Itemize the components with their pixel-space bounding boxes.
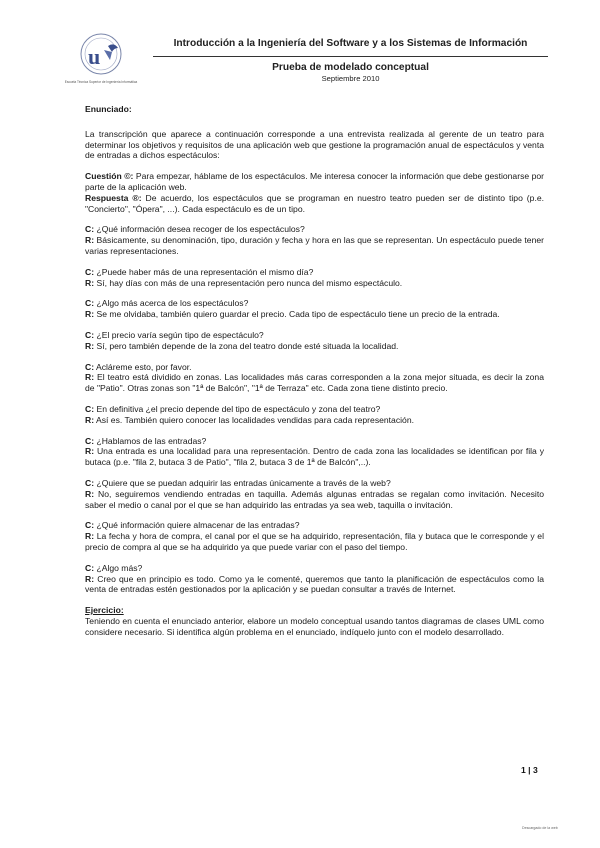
answer-label: R:	[85, 340, 95, 351]
question	[85, 563, 544, 574]
answer-text: Sí, hay días con más de una representación pero nunca del mismo espectáculo.	[94, 277, 403, 288]
answer-label: R:	[85, 446, 95, 457]
answer-label: R:	[85, 235, 95, 246]
exercise-text: Teniendo en cuenta el enunciado anterior, elabore un modelo conceptual usando tantos diagramas de clases UML como considere necesario. Si identifica algún problema en el enunciado, indíquelo junto con el modelo desarrollado.	[85, 615, 544, 637]
answer-label: R:	[85, 488, 95, 499]
header-titles	[153, 26, 548, 82]
answer	[85, 193, 544, 215]
section-title: Enunciado:	[85, 104, 132, 114]
answer	[85, 278, 544, 289]
answer	[85, 415, 544, 426]
intro-paragraph: La transcripción que aparece a continuación corresponde a una entrevista realizada al gerente de un teatro para determinar los objetivos y requisitos de una aplicación web que gestione la programación anual de espectáculos y venta de entradas a dichos espectáculos:	[85, 128, 544, 161]
interview-item	[85, 362, 544, 394]
question-label: C:	[85, 266, 95, 277]
interview-item	[85, 267, 544, 289]
answer	[85, 574, 544, 596]
answer	[85, 489, 544, 511]
answer-text: El teatro está dividido en zonas. Las localidades más caras corresponden a la zona mejor situada, es decir la zona de "Patio". Otras zonas son "1ª de Balcón", "1ª de Terraza" etc. Cada zona tiene distinto precio.	[85, 372, 544, 394]
question-label: C:	[85, 361, 95, 372]
answer	[85, 531, 544, 553]
answer-text: Una entrada es una localidad para una representación. Dentro de cada zona las localidades se identifican por fila y butaca (p.e. "fila 2, butaca 3 de Patio", "fila 2, butaca 3 de 1ª de Balcón",..).	[85, 446, 544, 468]
answer	[85, 235, 544, 257]
interview-list	[85, 171, 544, 595]
interview-item	[85, 520, 544, 552]
interview-item	[85, 171, 544, 214]
question	[85, 404, 544, 415]
question-label: C:	[85, 224, 95, 235]
question-label: C:	[85, 477, 95, 488]
question	[85, 267, 544, 278]
question	[85, 362, 544, 373]
page-number: 1 | 3	[521, 765, 538, 775]
answer	[85, 309, 544, 320]
answer-label: R:	[85, 309, 95, 320]
answer-text: Sí, pero también depende de la zona del teatro donde esté situada la localidad.	[94, 340, 399, 351]
document-date: Septiembre 2010	[321, 74, 380, 83]
question-label: C:	[85, 435, 95, 446]
question	[85, 298, 544, 309]
answer-text: Básicamente, su denominación, tipo, duración y fecha y hora en las que se representan. Un espectáculo puede tener varias representaciones.	[85, 235, 544, 256]
answer-text: De acuerdo, los espectáculos que se programan en nuestro teatro pueden ser de distinto tipo (p.e. "Concierto", "Ópera", ...). Cada espectáculo es de un tipo.	[85, 192, 544, 214]
question-text: ¿Algo más acerca de los espectáculos?	[94, 298, 249, 309]
question-label: Cuestión ©:	[85, 171, 134, 182]
question	[85, 330, 544, 341]
answer-text: Se me olvidaba, también quiero guardar el precio. Cada tipo de espectáculo tiene un precio de la entrada.	[94, 309, 500, 320]
answer-label: R:	[85, 573, 95, 584]
question-text: ¿Hablamos de las entradas?	[94, 435, 207, 446]
answer-label: R:	[85, 372, 95, 383]
question-label: C:	[85, 520, 95, 531]
svg-text:u: u	[88, 44, 101, 69]
question-text: ¿Puede haber más de una representación el mismo día?	[94, 266, 314, 277]
answer-label: R:	[85, 531, 95, 542]
interview-item	[85, 298, 544, 320]
interview-item	[85, 404, 544, 426]
exercise-title: Ejercicio:	[85, 605, 124, 616]
question	[85, 224, 544, 235]
answer	[85, 341, 544, 352]
question-text: Para empezar, háblame de los espectáculos. Me interesa conocer la información que debe gestionarse por parte de la aplicación web.	[85, 171, 544, 192]
answer	[85, 446, 544, 468]
answer-text: La fecha y hora de compra, el canal por el que se ha adquirido, representación, fila y butaca que le corresponde y el precio de compra al que se ha adquirido ya que puede variar con el paso del tiempo.	[85, 531, 544, 552]
interview-item	[85, 224, 544, 256]
question-text: ¿Algo más?	[94, 562, 143, 573]
answer-label: R:	[85, 414, 95, 425]
interview-item	[85, 478, 544, 510]
question-label: C:	[85, 562, 95, 573]
logo-caption: Escuela Técnica Superior de Ingeniería Informática	[64, 80, 138, 84]
question-text: ¿Quiere que se puedan adquirir las entradas únicamente a través de la web?	[94, 477, 391, 488]
question-text: ¿Qué información quiere almacenar de las entradas?	[94, 520, 300, 531]
interview-item	[85, 436, 544, 468]
university-logo	[64, 32, 138, 104]
question-text: ¿Qué información desea recoger de los espectáculos?	[94, 224, 305, 235]
question-text: Acláreme esto, por favor.	[94, 361, 192, 372]
question-text: En definitiva ¿el precio depende del tipo de espectáculo y zona del teatro?	[94, 403, 381, 414]
question-label: C:	[85, 403, 95, 414]
question	[85, 171, 544, 193]
question-label: C:	[85, 329, 95, 340]
question	[85, 520, 544, 531]
document-title: Prueba de modelado conceptual	[272, 62, 429, 73]
answer-text: Así es. También quiero conocer las localidades vendidas para cada representación.	[94, 414, 414, 425]
course-title: Introducción a la Ingeniería del Software y a los Sistemas de Información	[173, 38, 528, 49]
interview-item	[85, 330, 544, 352]
footer-note: Descargado de la web	[522, 826, 558, 830]
question-text: ¿El precio varía según tipo de espectáculo?	[94, 329, 264, 340]
answer	[85, 372, 544, 394]
answer-text: Creo que en principio es todo. Como ya le comenté, queremos que tanto la planificación de espectáculos como la venta de entradas estén gestionados por la aplicación y se puedan consultar a través de Internet.	[85, 573, 544, 595]
answer-text: No, seguiremos vendiendo entradas en taquilla. Además algunas entradas se regalan como invitación. Necesito saber el medio o canal por el que se han adquirido las entradas ya sea web, taquilla o invitación.	[85, 488, 544, 510]
answer-label: R:	[85, 277, 95, 288]
question	[85, 478, 544, 489]
question-label: C:	[85, 298, 95, 309]
interview-item	[85, 563, 544, 595]
answer-label: Respuesta ®:	[85, 192, 142, 203]
document-header	[56, 26, 548, 82]
header-divider	[153, 56, 548, 57]
document-body	[85, 104, 544, 637]
question	[85, 436, 544, 447]
university-seal-icon	[64, 32, 138, 80]
